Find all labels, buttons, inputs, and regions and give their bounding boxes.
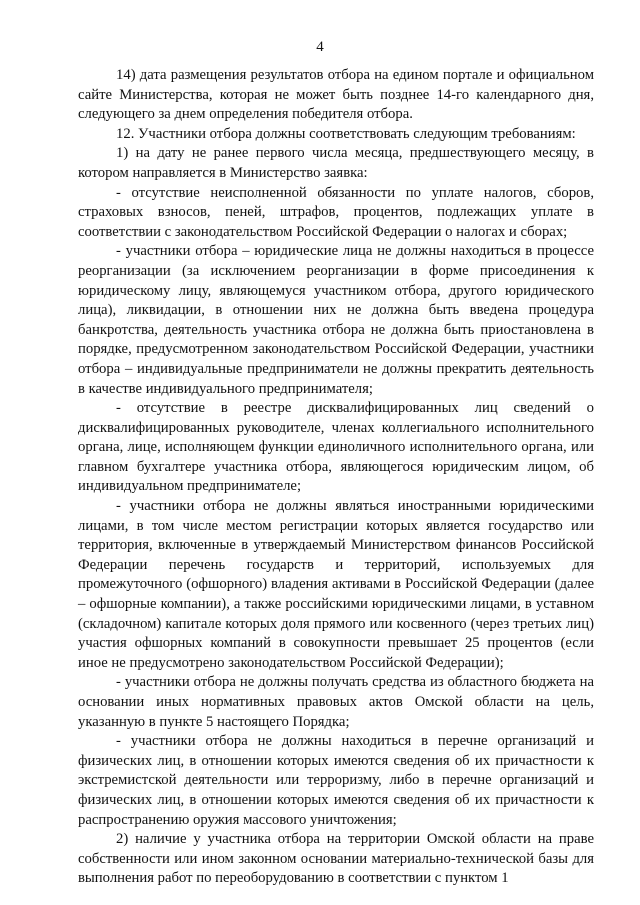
paragraph-subitem-2: 2) наличие у участника отбора на территории Омской области на праве собственности или ином законном основании материально-технической базы для выполнения работ по переоборудованию в соответствии с пунктом 1: [78, 831, 594, 887]
paragraph-requirement-extremism: - участники отбора не должны находиться в перечне организаций и физических лиц, в отношении которых имеются сведения об их причастности к экстремистской деятельности или терроризму, либо в перечне организаций и физических лиц, в отношении которых имеются сведения об их причастности к распространению оружия массового уничтожения;: [78, 733, 594, 828]
paragraph-item-14: 14) дата размещения результатов отбора на едином портале и официальном сайте Министерства, которая не может быть позднее 14-го календарного дня, следующего за днем определения победителя отбора.: [78, 67, 594, 123]
paragraph-requirement-reorganization: - участники отбора – юридические лица не должны находиться в процессе реорганизации (за исключением реорганизации в форме присоединения к юридическому лицу, являющемуся участником отбора, другого юридического лица), ликвидации, в отношении них не должна быть введена процедура банкротства, деятельность участника отбора не должна быть приостановлена в порядке, предусмотренном законодательством Российской Федерации, участники отбора – индивидуальные предприниматели не должны прекратить деятельность в качестве индивидуального предпринимателя;: [78, 243, 594, 397]
page-number: 4: [316, 39, 324, 55]
paragraph-requirement-budget: - участники отбора не должны получать средства из областного бюджета на основании иных нормативных правовых актов Омской области на цель, указанную в пункте 5 настоящего Порядка;: [78, 674, 594, 730]
paragraph-requirement-offshore: - участники отбора не должны являться иностранными юридическими лицами, в том числе местом регистрации которых является государство или территория, включенные в утверждаемый Министерством финансов Российской Федерации перечень государств и территорий, используемых для промежуточного (офшорного) владения активами в Российской Федерации (далее – офшорные компании), а также российскими юридическими лицами, в уставном (складочном) капитале которых доля прямого или косвенного (через третьих лиц) участия офшорных компаний в совокупности превышает 25 процентов (если иное не предусмотрено законодательством Российской Федерации);: [78, 498, 594, 671]
document-body: [78, 66, 594, 889]
paragraph-requirement-taxes: - отсутствие неисполненной обязанности по уплате налогов, сборов, страховых взносов, пеней, штрафов, процентов, подлежащих уплате в соответствии с законодательством Российской Федерации о налогах и сборах;: [78, 184, 594, 240]
paragraph-requirement-disqualified: - отсутствие в реестре дисквалифицированных лиц сведений о дисквалифицированных руководителе, членах коллегиального исполнительного органа, лице, исполняющем функции единоличного исполнительного органа, или главном бухгалтере участника отбора, являющегося юридическим лицом, об индивидуальном предпринимателе;: [78, 400, 594, 495]
paragraph-section-12: 12. Участники отбора должны соответствовать следующим требованиям:: [116, 125, 576, 142]
paragraph-subitem-1: 1) на дату не ранее первого числа месяца, предшествующего месяцу, в котором направляется в Министерство заявка:: [78, 145, 594, 181]
